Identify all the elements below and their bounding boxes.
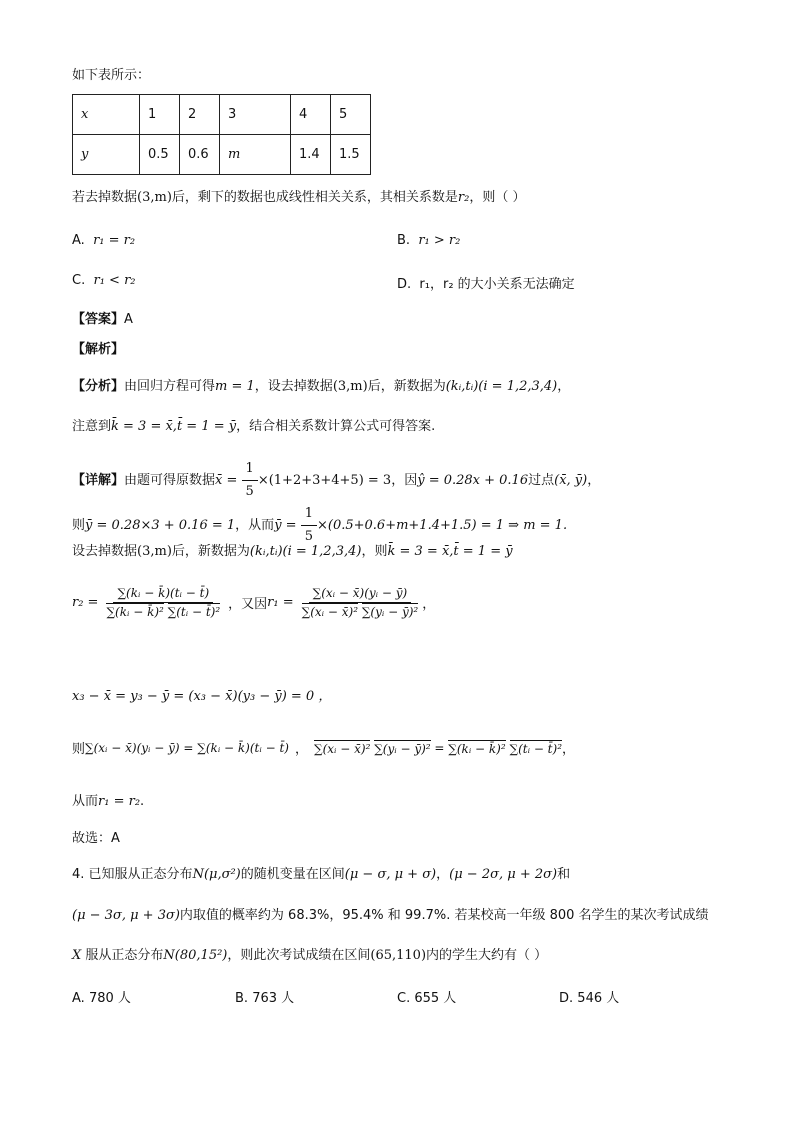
xiangjie-line: 【详解】由题可得原数据x̄ = $\frac{1}{5}$ ×(1+2+3+4+5) = 3，因ŷ = 0.28x + 0.16过点(x̄, ȳ)， (72, 461, 601, 499)
table-cell: 1.4 (291, 135, 331, 175)
intro-text: 如下表所示： (72, 68, 151, 83)
table-cell: 0.6 (180, 135, 220, 175)
q4-option-c: C. 655 人 (397, 991, 457, 1006)
table-cell: 0.5 (140, 135, 180, 175)
table-cell: 2 (180, 95, 220, 135)
q4-option-a: A. 780 人 (72, 991, 131, 1006)
choose-line: 故选：A (72, 831, 120, 846)
x3-line: x₃ − x̄ = y₃ − ȳ = (x₃ − x̄)(y₃ − ȳ) = 0 ， (72, 689, 332, 704)
equality-line: 则 ∑(xᵢ − x̄)(yᵢ − ȳ) = ∑(kᵢ − k̄)(tᵢ − t̄) ， ∑(xᵢ − x̄)² ∑(yᵢ − ȳ)² = ∑(kᵢ − k̄)² ∑(tᵢ − t̄)² ， (72, 740, 576, 757)
set-line: 设去掉数据(3,m)后，新数据为(kᵢ,tᵢ)(i = 1,2,3,4)，则k̄ = 3 = x̄,t̄ = 1 = ȳ (72, 544, 513, 559)
table-cell: 5 (331, 95, 371, 135)
r2-fraction: $\frac{\text{∑(kᵢ − k̄)(tᵢ − t̄)}}{\text{∑(kᵢ − k̄)² ∑(tᵢ − t̄)²}}$ (106, 586, 221, 619)
table-cell: m (220, 135, 291, 175)
fenxi-line: 【分析】由回归方程可得m = 1，设去掉数据(3,m)后，新数据为(kᵢ,tᵢ)(i = 1,2,3,4)， (72, 379, 571, 394)
q4-option-d: D. 546 人 (559, 991, 620, 1006)
option-b: B. r₁ > r₂ (397, 233, 461, 248)
answer-line: 【答案】A (72, 312, 133, 327)
table-cell: 1 (140, 95, 180, 135)
analysis-label: 【解析】 (72, 342, 125, 357)
table-cell: 1.5 (331, 135, 371, 175)
table-cell: x (73, 95, 140, 135)
table-cell: 4 (291, 95, 331, 135)
table-cell: 3 (220, 95, 291, 135)
table-row (73, 95, 371, 135)
r-formulas: r₂ = $\frac{\text{∑(kᵢ − k̄)(tᵢ − t̄)}}{\text{∑(kᵢ − k̄)² ∑(tᵢ − t̄)²}}$ ，又因 r₁ = $\frac{\text{∑(xᵢ − x̄)(yᵢ − ȳ)}}{\text{∑(xᵢ − x̄)² ∑(yᵢ − ȳ)²}}$ ， (72, 586, 436, 619)
r1-fraction: $\frac{\text{∑(xᵢ − x̄)(yᵢ − ȳ)}}{\text{∑(xᵢ − x̄)² ∑(yᵢ − ȳ)²}}$ (301, 586, 419, 619)
option-d: D. r₁，r₂ 的大小关系无法确定 (397, 277, 575, 292)
data-table (72, 94, 371, 175)
option-a: A. r₁ = r₂ (72, 233, 136, 248)
table-cell: y (73, 135, 140, 175)
option-c: C. r₁ < r₂ (72, 273, 136, 288)
q4-line-2: (μ − 3σ, μ + 3σ)内取值的概率约为 68.3%，95.4% 和 99.7%. 若某校高一年级 800 名学生的某次考试成绩 (72, 908, 709, 923)
q4-line-3: X 服从正态分布N(80,15²)，则此次考试成绩在区间(65,110)内的学生大约有（ ） (72, 948, 548, 963)
q4-option-b: B. 763 人 (235, 991, 295, 1006)
then-line: 则ȳ = 0.28×3 + 0.16 = 1，从而ȳ = $\frac{1}{5}$ ×(0.5+0.6+m+1.4+1.5) = 1 ⇒ m = 1. (72, 506, 568, 544)
note-line: 注意到k̄ = 3 = x̄,t̄ = 1 = ȳ，结合相关系数计算公式可得答案. (72, 419, 436, 434)
table-row (73, 135, 371, 175)
q4-line-1: 4. 已知服从正态分布N(μ,σ²)的随机变量在区间(μ − σ, μ + σ)，(μ − 2σ, μ + 2σ)和 (72, 867, 571, 882)
q3-stem: 若去掉数据(3,m)后，剩下的数据也成线性相关关系，其相关系数是r₂，则（ ） (72, 190, 526, 205)
conclude-line: 从而r₁ = r₂. (72, 794, 145, 809)
